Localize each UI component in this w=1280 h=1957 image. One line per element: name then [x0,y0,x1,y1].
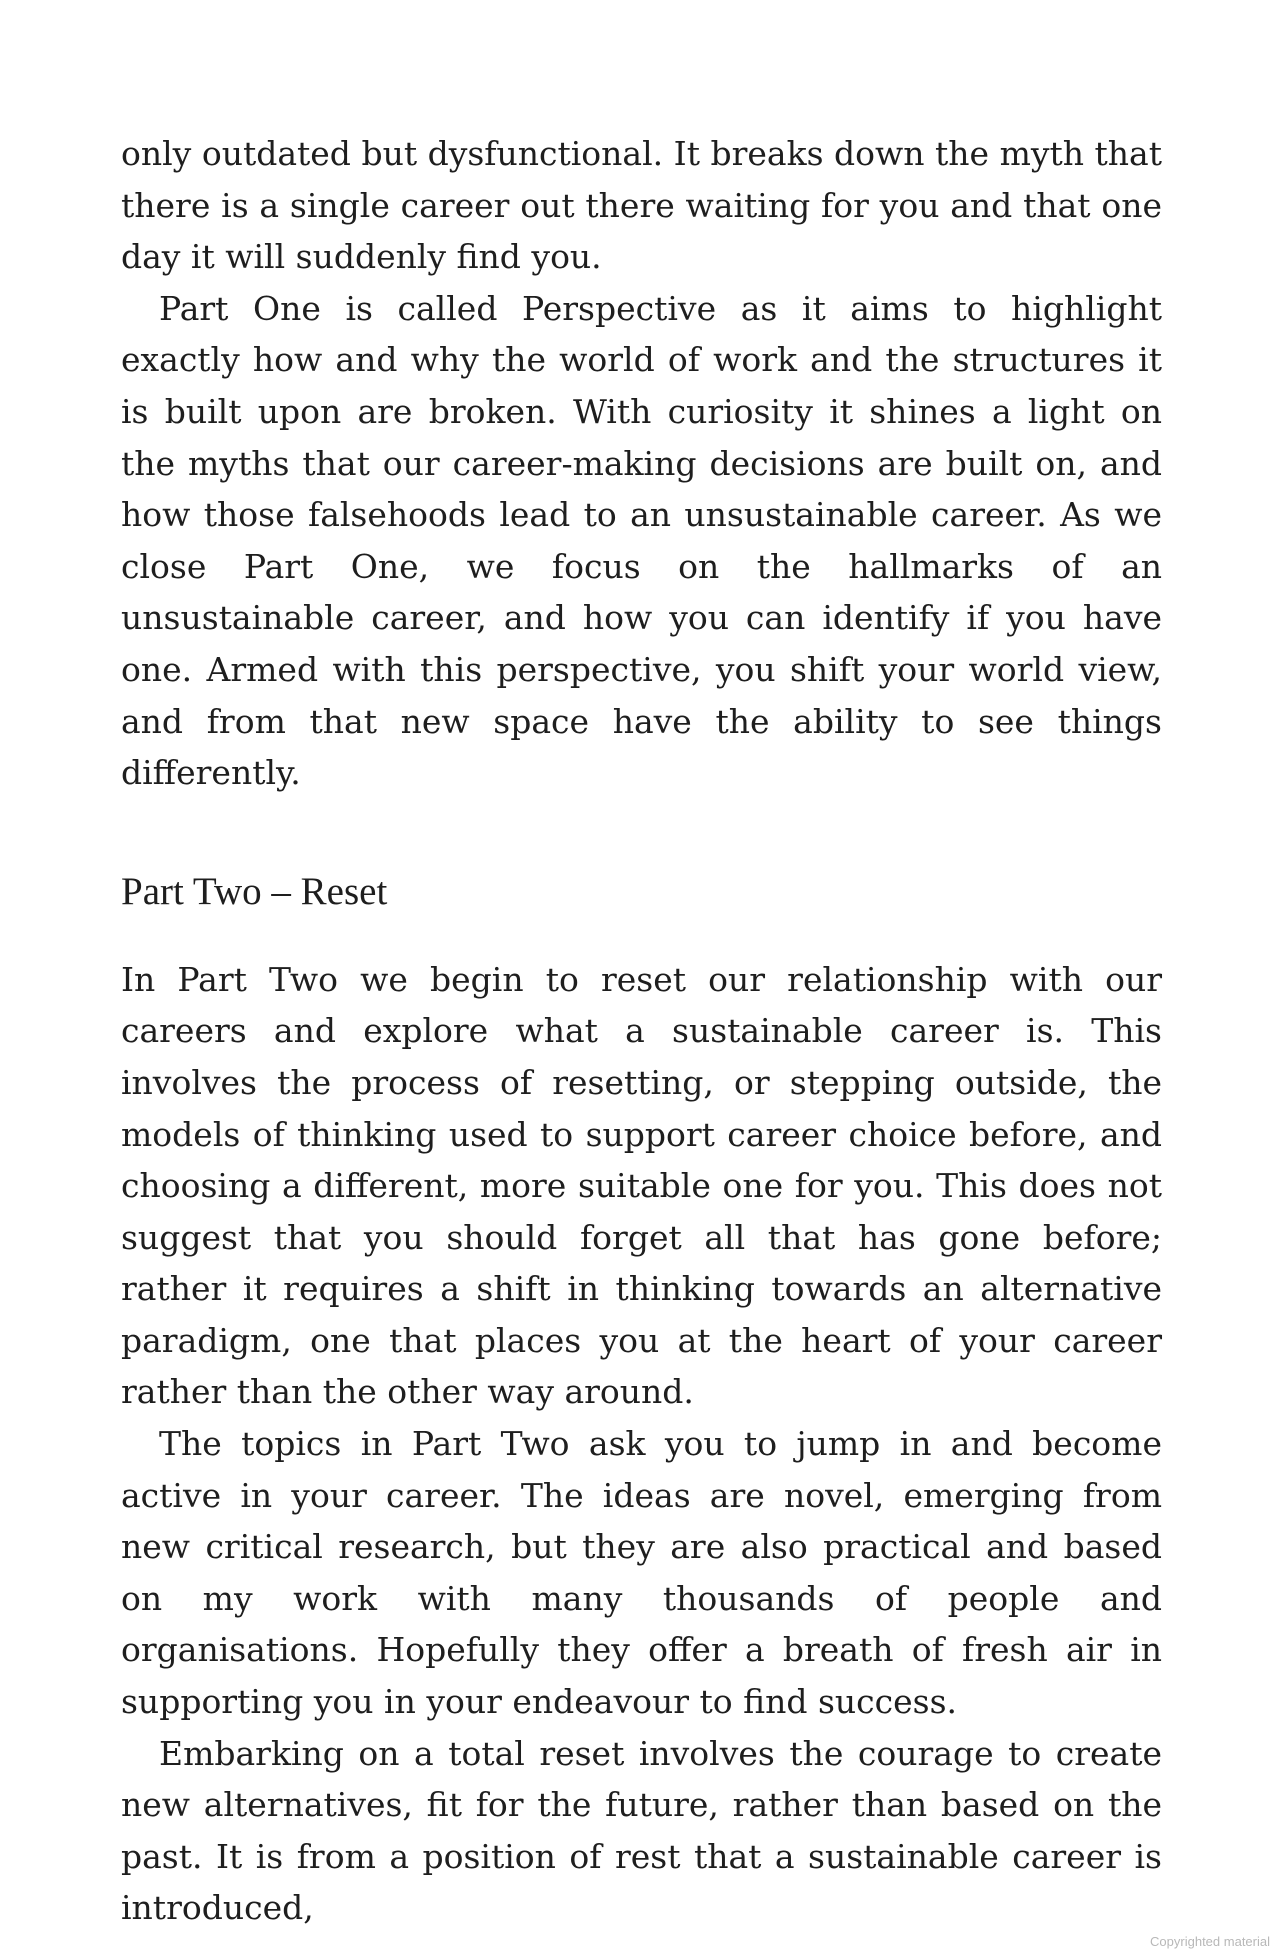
paragraph-continuation: only outdated but dysfunctional. It breaks down the myth that there is a single career out there waiting for you and that one day it will suddenly find you. [121,134,1162,277]
paragraph-total-reset: Embarking on a total reset involves the courage to create new alternatives, fit for the future, rather than based on the past. It is from a position of rest that a sustainable career is introduced, [121,1733,1162,1928]
paragraph-part-one: Part One is called Perspective as it aims to highlight exactly how and why the world of work and the structures it is built upon are broken. With curiosity it shines a light on the myths that our career-making decisions are built on, and how those falsehoods lead to an unsustainable career. As we close Part One, we focus on the hallmarks of an unsustainable career, and how you can identify if you have one. Armed with this perspective, you shift your world view, and from that new space have the ability to see things differently. [121,288,1162,793]
paragraph-part-two-topics: The topics in Part Two ask you to jump in and become active in your career. The ideas are novel, emerging from new critical research, but they are also practical and based on my work with many thousands of people and organisations. Hopefully they offer a breath of fresh air in supporting you in your endeavour to find success. [121,1424,1162,1722]
copyright-note: Copyrighted material [1150,1934,1270,1949]
section-heading-part-two: Part Two – Reset [121,869,388,913]
book-page [121,128,1162,1934]
paragraph-part-two-intro: In Part Two we begin to reset our relationship with our careers and explore what a sustainable career is. This involves the process of resetting, or stepping outside, the models of thinking used to support career choice before, and choosing a different, more suitable one for you. This does not suggest that you should forget all that has gone before; rather it requires a shift in thinking towards an alternative paradigm, one that places you at the heart of your career rather than the other way around. [121,959,1162,1412]
